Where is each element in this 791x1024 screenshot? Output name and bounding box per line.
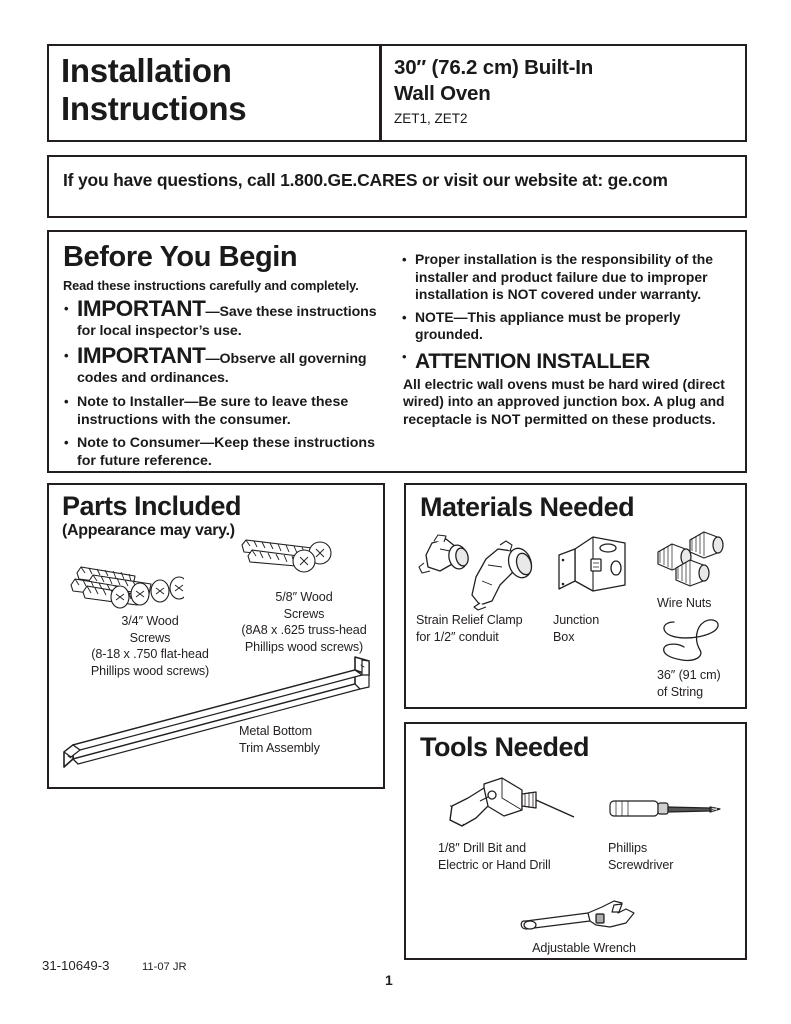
string-icon: [654, 616, 734, 664]
caption-line: Phillips wood screws): [244, 639, 364, 654]
truss-head-wood-screws-icon: [234, 535, 349, 583]
attention-installer-item: [401, 349, 735, 429]
caption-line: of String: [657, 684, 704, 699]
list-item: [63, 343, 395, 388]
important-emphasis: IMPORTANT: [77, 343, 206, 368]
attention-installer-heading: • ATTENTION INSTALLER: [415, 349, 651, 373]
junction-box-icon: [553, 533, 639, 611]
before-you-begin-left-list: [63, 296, 395, 470]
before-you-begin-subtitle: Read these instructions carefully and completely.: [63, 278, 359, 293]
list-item: • NOTE—This appliance must be properly grounded.: [401, 309, 735, 344]
caption-line: Trim Assembly: [239, 740, 320, 755]
list-item: [63, 296, 395, 341]
tool-caption: [608, 840, 728, 873]
page-number: 1: [385, 972, 393, 988]
before-you-begin-right-column: [401, 246, 735, 428]
caption-line: Electric or Hand Drill: [438, 857, 551, 872]
caption-line: (8-18 x .750 flat-head: [91, 647, 209, 661]
parts-included-subtitle: (Appearance may vary.): [62, 522, 235, 539]
tools-needed-heading: Tools Needed: [420, 732, 590, 762]
before-you-begin-left-column: [63, 240, 395, 470]
caption-line: (8A8 x .625 truss-head: [241, 623, 367, 637]
material-caption: [553, 612, 643, 645]
product-identification: [394, 55, 734, 128]
caption-line: Screwdriver: [608, 857, 674, 872]
caption-line: Phillips: [608, 841, 648, 855]
caption-line: 1/8″ Drill Bit and: [438, 841, 527, 855]
footer-part-number: 31-10649-3: [42, 958, 110, 973]
important-text: —Observe all governing codes and ordinances.: [77, 351, 367, 386]
before-you-begin-section: [47, 230, 747, 473]
material-caption: [657, 667, 757, 700]
caption-line: 5/8″ Wood: [275, 590, 333, 604]
tool-caption: [438, 840, 618, 873]
questions-text: If you have questions, call 1.800.GE.CARES or visit our website at: ge.com: [63, 170, 668, 190]
model-numbers: ZET1, ZET2: [394, 111, 468, 126]
attention-installer-body: All electric wall ovens must be hard wired (direct wired) into an approved junction box. A plug and receptacle is NOT permitted on these products.: [403, 375, 725, 427]
caption-line: Box: [553, 629, 575, 644]
list-item: • Note to Consumer—Keep these instructions for future reference.: [63, 434, 395, 470]
important-emphasis: IMPORTANT: [77, 296, 206, 321]
list-item: • Note to Installer—Be sure to leave these instructions with the consumer.: [63, 393, 395, 429]
wire-nuts-icon: [654, 530, 736, 592]
questions-banner: [47, 155, 747, 218]
caption-line: for 1/2″ conduit: [416, 629, 499, 644]
caption-line: Metal Bottom: [239, 724, 312, 738]
part-caption: [229, 589, 379, 655]
material-caption: [416, 612, 576, 645]
caption-line: Adjustable Wrench: [532, 941, 636, 955]
important-text: —Save these instructions for local inspector’s use.: [77, 304, 377, 339]
metal-bottom-trim-icon: [59, 655, 377, 775]
caption-line: Phillips wood screws): [90, 663, 210, 678]
part-caption: [239, 723, 379, 756]
caption-line: 36″ (91 cm): [657, 668, 721, 682]
adjustable-wrench-icon: [518, 899, 646, 937]
caption-line: Screws: [129, 630, 171, 645]
materials-needed-heading: Materials Needed: [420, 492, 635, 522]
product-name-line-1: 30″ (76.2 cm) Built-In: [394, 56, 594, 79]
list-item: • Proper installation is the responsibility of the installer and product failure due to improper installation is NOT covered under warranty.: [401, 251, 735, 304]
phillips-screwdriver-icon: [606, 796, 726, 822]
parts-included-section: [47, 483, 385, 789]
title-line-1: Installation: [61, 52, 232, 89]
material-caption: [657, 595, 747, 612]
strain-relief-clamp-icon: [416, 533, 541, 611]
document-title: [61, 52, 373, 128]
caption-line: Wire Nuts: [657, 596, 712, 610]
tools-needed-section: [404, 722, 747, 960]
tool-caption: [484, 940, 684, 957]
product-name-line-2: Wall Oven: [394, 82, 491, 105]
caption-line: Junction: [553, 613, 600, 627]
caption-line: Screws: [283, 606, 325, 621]
before-you-begin-heading: Before You Begin: [63, 241, 298, 273]
drill-icon: [444, 776, 576, 834]
before-you-begin-right-list: [401, 251, 735, 428]
header-box: [47, 44, 747, 142]
title-line-2: Instructions: [61, 90, 247, 127]
flat-head-wood-screws-icon: [59, 555, 184, 615]
caption-line: Strain Relief Clamp: [416, 613, 523, 627]
header-divider: [379, 46, 382, 140]
materials-needed-section: [404, 483, 747, 709]
parts-included-heading: Parts Included: [62, 491, 242, 521]
footer-date-code: 11-07 JR: [142, 961, 187, 973]
caption-line: 3/4″ Wood: [121, 614, 179, 628]
